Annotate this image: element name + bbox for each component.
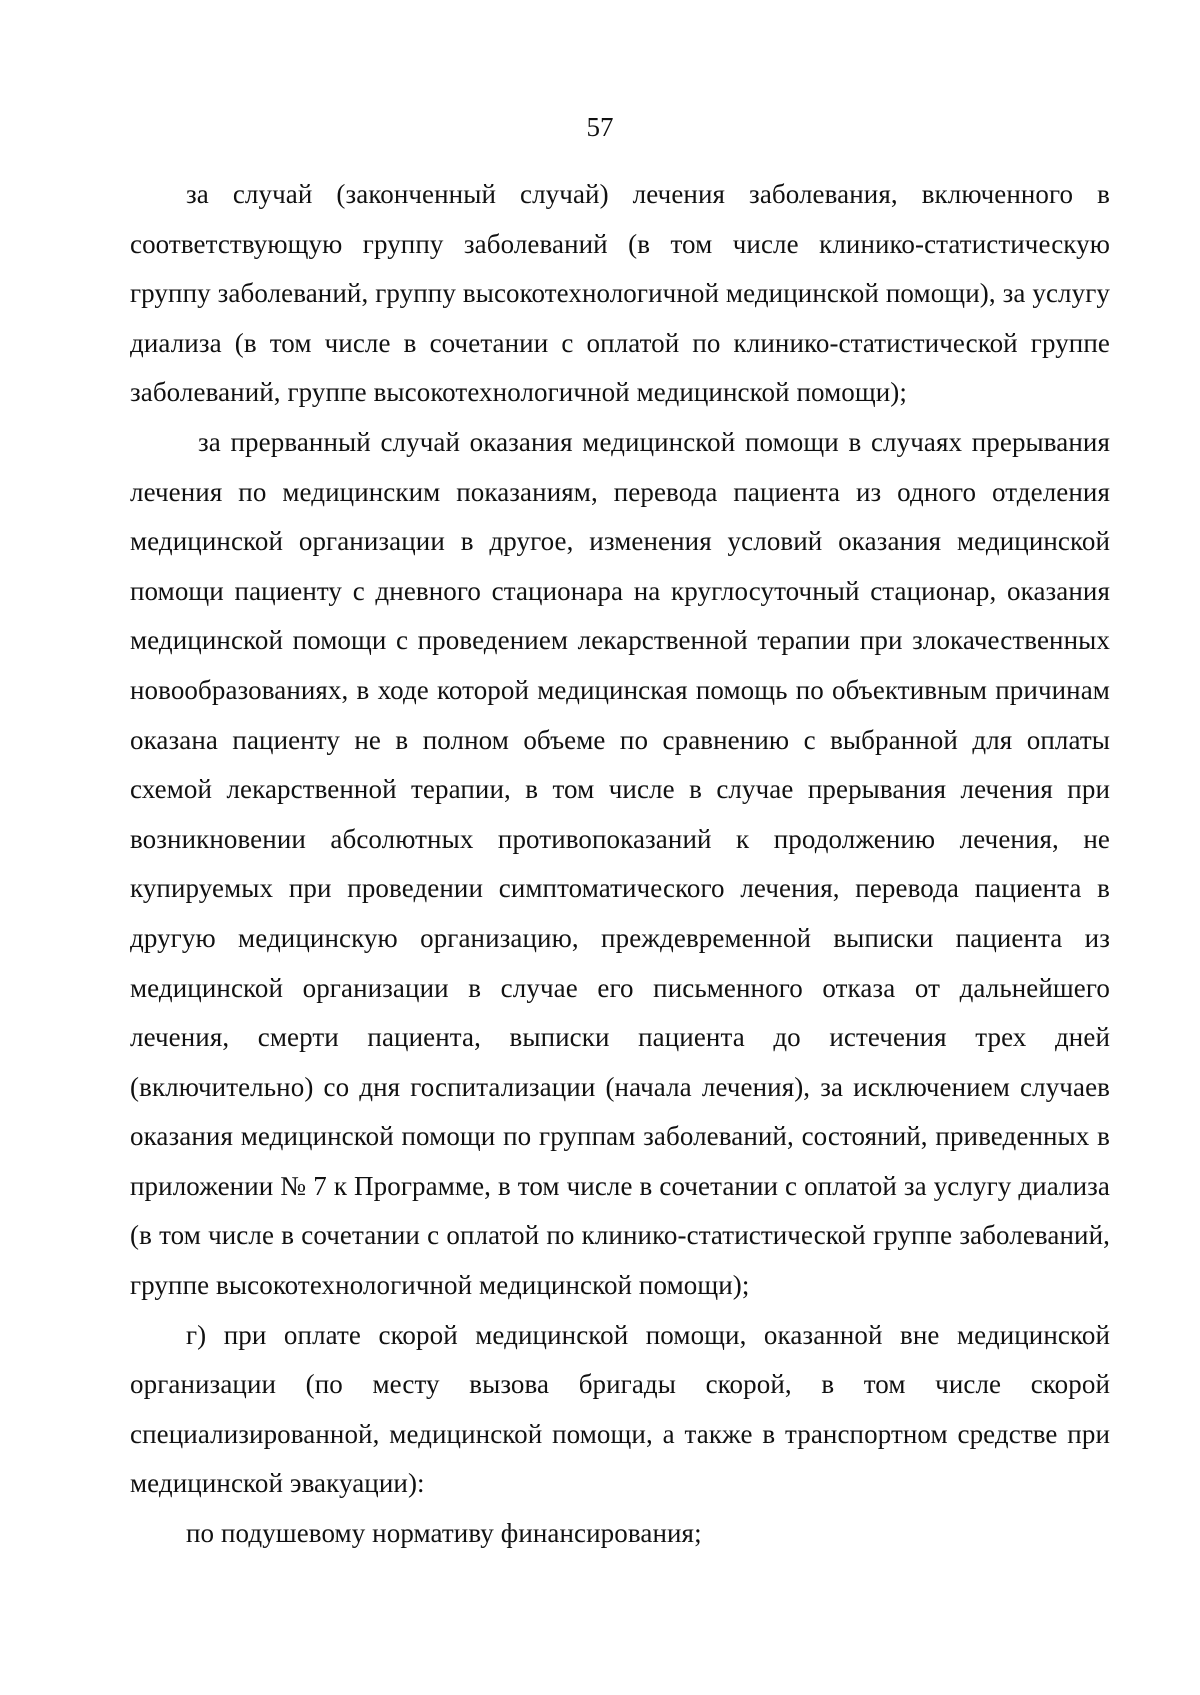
paragraph-per-capita-financing: по подушевому нормативу финансирования; (186, 1518, 702, 1549)
page-number: 57 (586, 112, 614, 142)
paragraph-emergency-care-payment: г) при оплате скорой медицинской помощи, оказанной вне медицинской организации (по месту вызова бригады скорой, в том числе скорой специализированной, медицинской помощи, а также в транспортном средстве при медицинской эвакуации): (130, 1319, 1110, 1499)
paragraph-completed-case: за случай (законченный случай) лечения заболевания, включенного в соответствующую группу заболеваний (в том числе клинико-статистическую группу заболеваний, группу высокотехнологичной медицинской помощи), за услугу диализа (в том числе в сочетании с оплатой по клинико-статистической группе заболеваний, группе высокотехнологичной медицинской помощи); (130, 179, 1110, 408)
paragraph-interrupted-case: за прерванный случай оказания медицинской помощи в случаях прерывания лечения по медицинским показаниям, перевода пациента из одного отделения медицинской организации в другое, изменения условий оказания медицинской помощи пациенту с дневного стационара на круглосуточный стационар, оказания медицинской помощи с проведением лекарственной терапии при злокачественных новообразованиях, в ходе которой медицинская помощь по объективным причинам оказана пациенту не в полном объеме по сравнению с выбранной для оплаты схемой лекарственной терапии, в том числе в случае прерывания лечения при возникновении абсолютных противопоказаний к продолжению лечения, не купируемых при проведении симптоматического лечения, перевода пациента в другую медицинскую организацию, преждевременной выписки пациента из медицинской организации в случае его письменного отказа от дальнейшего лечения, смерти пациента, выписки пациента до истечения трех дней (включительно) со дня госпитализации (начала лечения), за исключением случаев оказания медицинской помощи по группам заболеваний, состояний, приведенных в приложении № 7 к Программе, в том числе в сочетании с оплатой за услугу диализа (в том числе в сочетании с оплатой по клинико-статистической группе заболеваний, группе высокотехнологичной медицинской помощи); (130, 426, 1110, 1301)
document-body (130, 170, 1110, 1559)
